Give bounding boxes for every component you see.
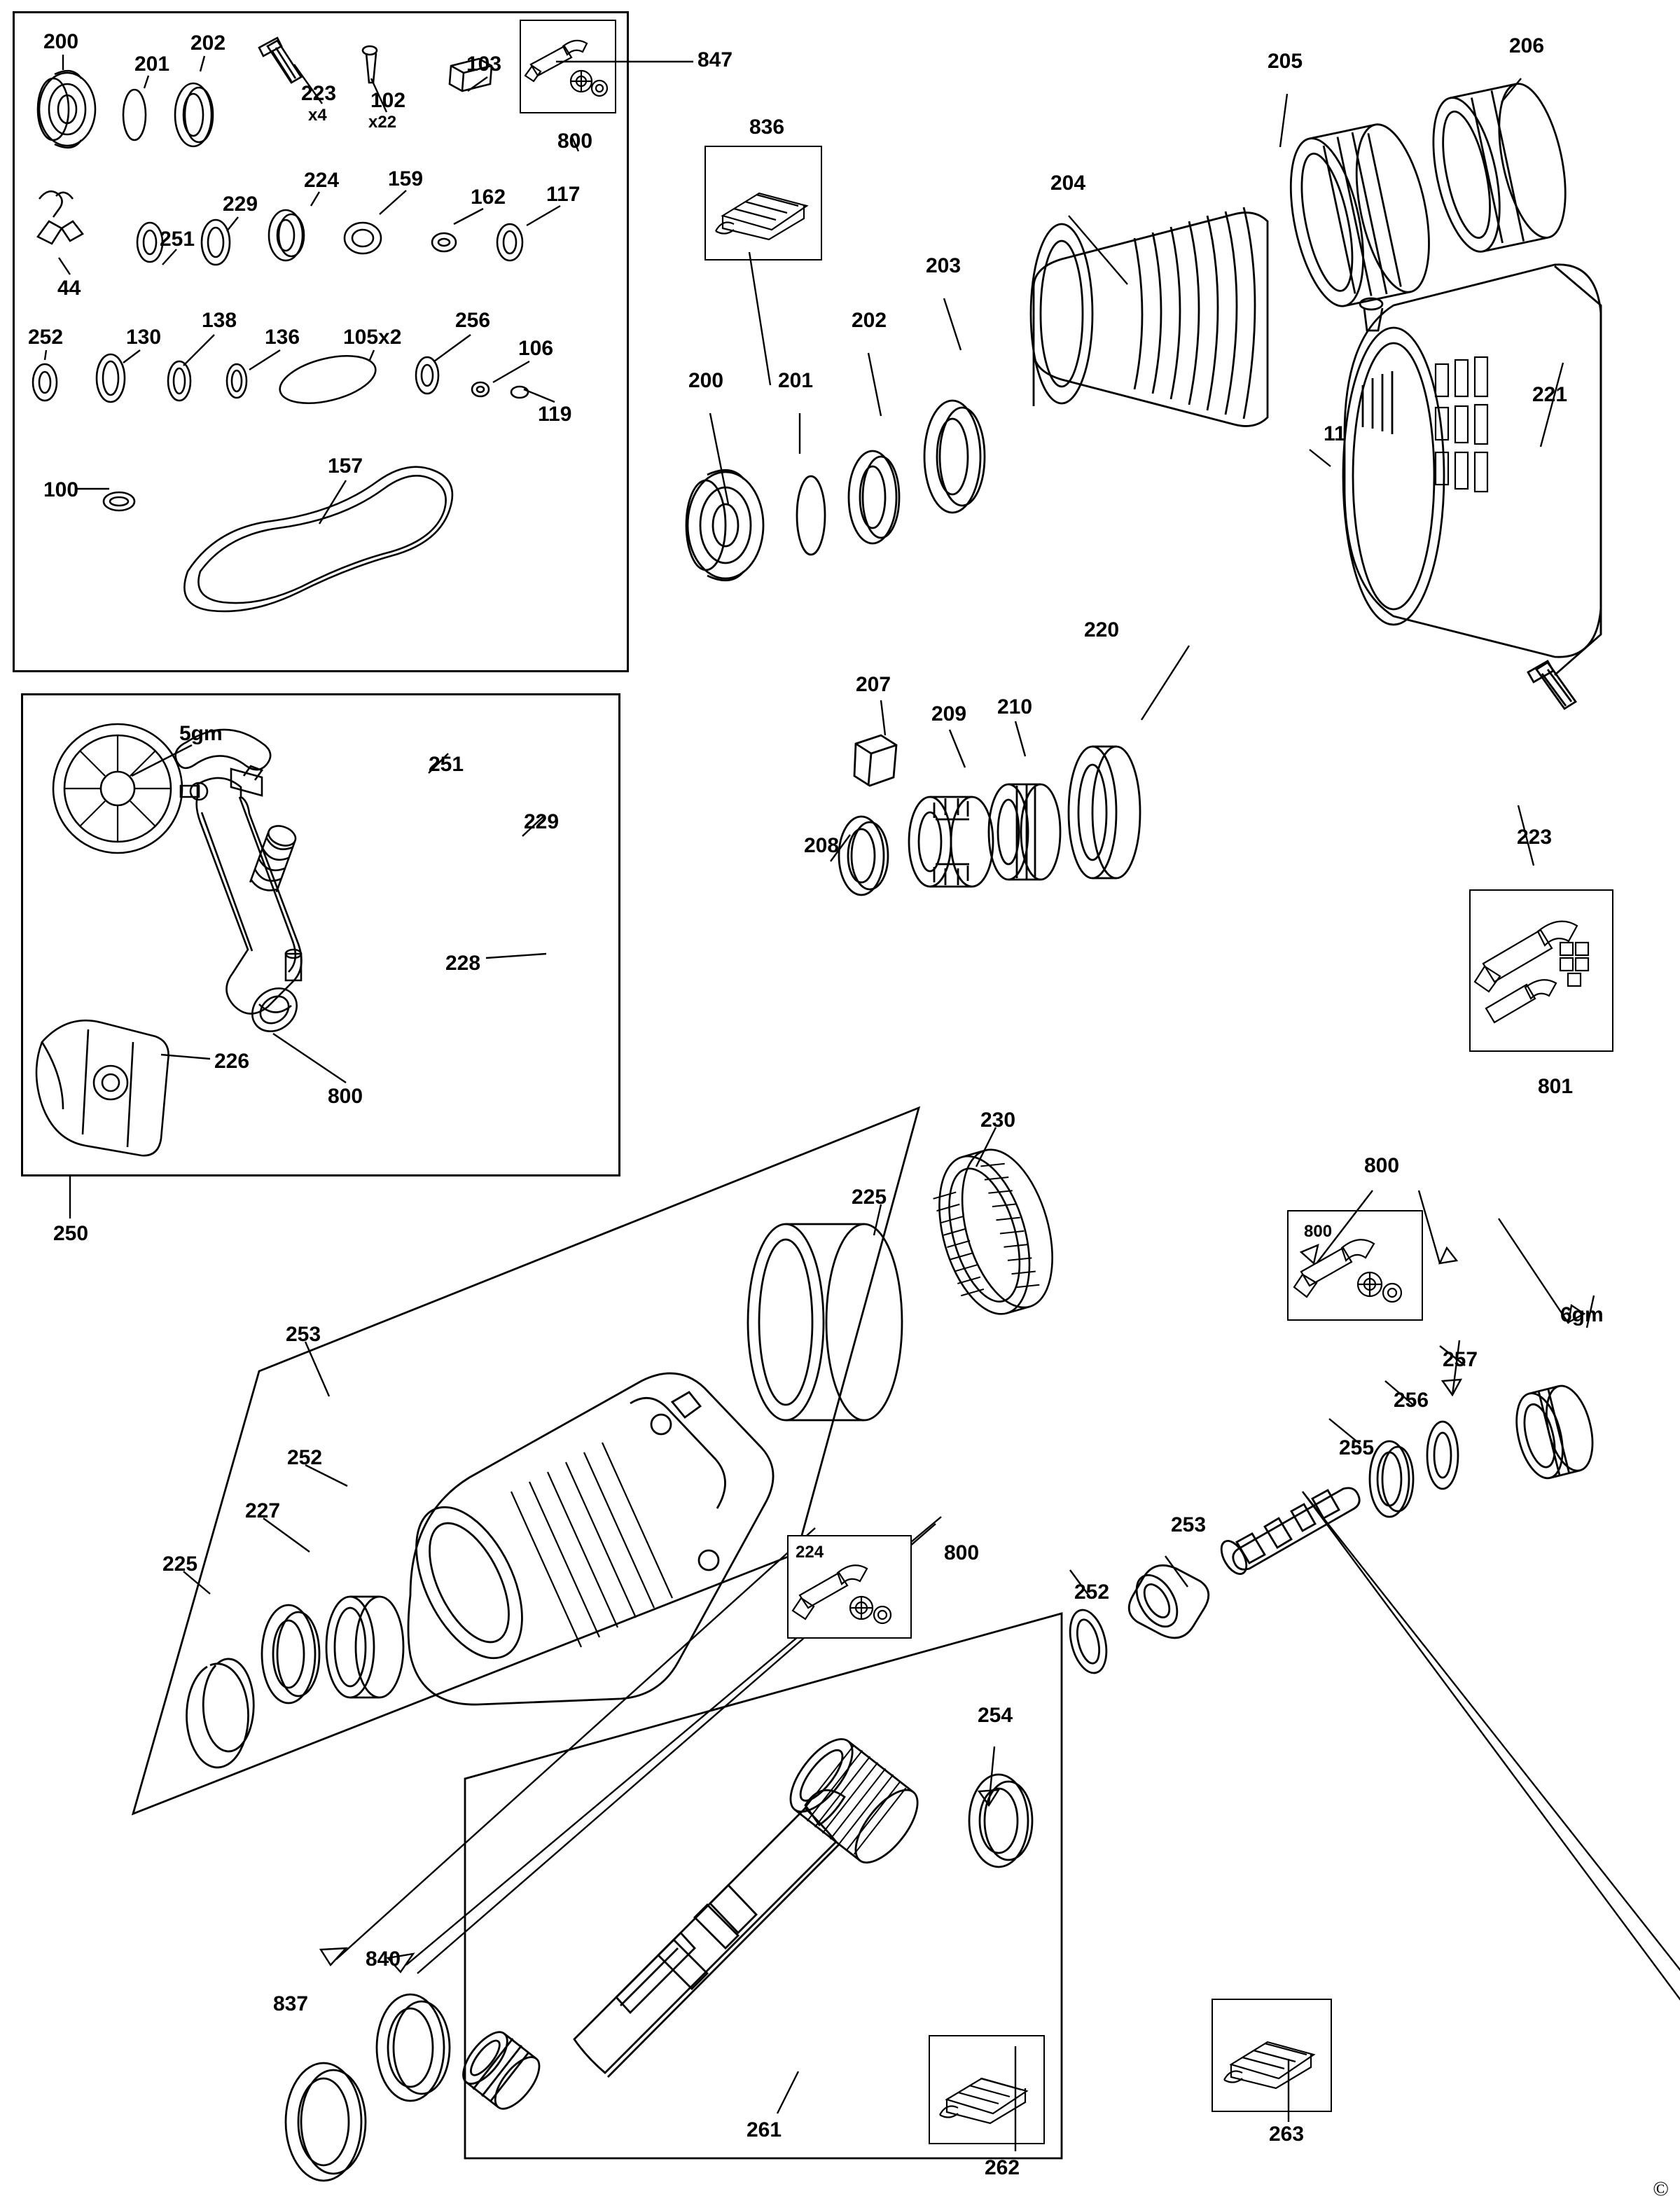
callout-200-kit: 200 [43, 30, 79, 53]
callout-159-kit: 159 [388, 167, 424, 190]
callout-227: 253 [286, 1323, 321, 1346]
callout-225-lower: 252 [287, 1446, 323, 1469]
callout-224-kit: 224 [304, 169, 340, 192]
callout-203-assy: 203 [926, 254, 962, 277]
callout-102-kit: 102 [370, 89, 406, 112]
callout-223-assy: 223 [1517, 826, 1553, 849]
callout-263: 5gm [179, 722, 223, 745]
callout-207: 207 [856, 673, 891, 696]
callout-205-assy: 205 [1268, 50, 1303, 73]
leaders-clutch [770, 630, 1261, 924]
callout-44: 44 [57, 277, 81, 300]
callout-252-lower: 252 [1074, 1581, 1110, 1604]
callout-200-assy: 200 [688, 369, 724, 392]
copyright-symbol: © [1653, 2177, 1669, 2200]
callout-800-5gm-label: 800 [944, 1541, 980, 1564]
callout-262: 800 [328, 1085, 363, 1108]
callout-117-kit: 117 [546, 183, 581, 206]
callout-11: 11 [1324, 422, 1346, 445]
callout-202-kit: 202 [190, 32, 226, 55]
callout-130-kit: 130 [126, 326, 162, 349]
callout-253-label: 253 [1171, 1513, 1207, 1536]
callout-255: 256 [1394, 1389, 1429, 1412]
inset-801 [1469, 889, 1613, 1052]
callout-201-assy: 201 [778, 369, 814, 392]
callout-136-kit: 136 [265, 326, 300, 349]
callout-103-kit: 103 [466, 53, 502, 76]
callout-260: 250 [53, 1222, 89, 1245]
callout-225-upper: 225 [852, 1186, 887, 1209]
callout-261: 226 [214, 1050, 250, 1073]
callout-800-5gm-note: 224 [796, 1543, 824, 1562]
leaders-tool-holder [1008, 1162, 1639, 1793]
callout-100-kit: 100 [43, 478, 79, 501]
callout-224-lower: 227 [245, 1499, 281, 1522]
callout-840: 262 [985, 2156, 1020, 2179]
callout-800-6gm-note: 800 [1304, 1222, 1333, 1241]
callout-229-kit: 229 [223, 193, 258, 216]
callout-106-kit: 106 [518, 337, 554, 360]
callout-254: 255 [1339, 1436, 1375, 1459]
callout-256-lower: 257 [1443, 1348, 1478, 1371]
leaders-insets-bottom [896, 1947, 1387, 2178]
callout-847: 847 [697, 48, 733, 71]
callout-223-kit: 223 [301, 82, 337, 105]
callout-251-lower: 254 [978, 1704, 1013, 1727]
callout-157-kit: 157 [328, 454, 363, 478]
callout-250: 261 [747, 2118, 782, 2141]
callout-800-top: 800 [557, 130, 593, 153]
callout-204-assy: 204 [1050, 172, 1086, 195]
callout-266: 228 [445, 952, 481, 975]
callout-206-assy: 206 [1509, 34, 1545, 57]
callout-251-kit: 251 [160, 228, 195, 251]
callout-201-kit: 201 [134, 53, 170, 76]
callout-208: 208 [804, 834, 840, 857]
callout-220: 220 [1084, 618, 1120, 641]
callout-264: 251 [429, 753, 464, 776]
callout-257: 6gm [1560, 1303, 1604, 1326]
callout-256-kit: 256 [455, 309, 491, 332]
callout-252-kit: 252 [28, 326, 64, 349]
callout-229-lower: 840 [366, 1947, 401, 1971]
callout-230: 230 [980, 1109, 1016, 1132]
callout-119-kit: 119 [538, 403, 572, 426]
callout-265: 229 [524, 810, 560, 833]
callout-209: 209 [931, 702, 967, 725]
callout-102-qty: x22 [368, 113, 397, 132]
callout-226: 225 [162, 1553, 198, 1576]
callout-210: 210 [997, 695, 1033, 718]
callout-836: 836 [749, 116, 785, 139]
callout-837: 263 [1269, 2123, 1305, 2146]
callout-223-qty: x4 [308, 106, 327, 125]
callout-105-kit: 105x2 [343, 326, 402, 349]
callout-228: 837 [273, 1992, 309, 2015]
callout-138-kit: 138 [202, 309, 237, 332]
callout-162-kit: 162 [471, 186, 506, 209]
callout-800-6gm: 800 [1364, 1154, 1400, 1177]
callout-202-assy: 202 [852, 309, 887, 332]
callout-801: 801 [1538, 1075, 1574, 1098]
callout-221: 221 [1532, 383, 1568, 406]
